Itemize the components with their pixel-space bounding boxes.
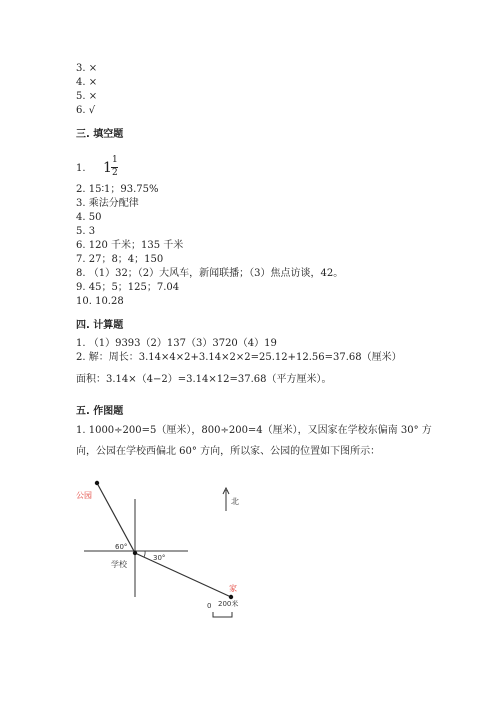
school-point	[133, 551, 137, 555]
scale-distance-label: 200米	[218, 600, 239, 608]
angle-60-label: 60°	[115, 543, 128, 551]
fill-answer-9: 9. 45；5；125；7.04	[76, 282, 180, 293]
angle-30-label: 30°	[153, 554, 166, 562]
drawing-answer-line-1: 1. 1000÷200=5（厘米），800÷200=4（厘米），又因家在学校东偏南 30° 方	[76, 425, 432, 436]
judgement-answer-6: 6. √	[76, 105, 96, 116]
judgement-answer-3: 3. ×	[76, 63, 98, 74]
park-point	[95, 481, 99, 485]
school-to-home-line	[135, 553, 231, 597]
scale-bar	[213, 612, 232, 617]
drawing-answer-line-2: 向，公园在学校西偏北 60° 方向，所以家、公园的位置如下图所示：	[76, 446, 381, 457]
fill-answer-10: 10. 10.28	[76, 296, 124, 307]
section-4-title: 四. 计算题	[76, 320, 124, 331]
judgement-answer-4: 4. ×	[76, 77, 98, 88]
fill-answer-7: 7. 27；8；4；150	[76, 254, 164, 265]
school-label: 学校	[111, 560, 127, 569]
fill-answer-3: 3. 乘法分配律	[76, 198, 139, 209]
angle-30-arc	[144, 551, 145, 557]
fill-answer-8: 8. （1）32；（2）大风车，新闻联播；（3）焦点访谈，42。	[76, 268, 344, 279]
fill-answer-2: 2. 15∶1；93.75%	[76, 184, 159, 195]
calc-answer-2-area: 面积：3.14×（4−2）=3.14×12=37.68（平方厘米）。	[76, 374, 332, 385]
north-label: 北	[231, 497, 239, 506]
home-point	[229, 595, 233, 599]
section-5-title: 五. 作图题	[76, 406, 124, 417]
fraction-numerator: 1	[112, 155, 118, 165]
fill-answer-5: 5. 3	[76, 226, 96, 237]
fraction-denominator: 2	[112, 168, 118, 178]
park-label: 公园	[76, 491, 92, 500]
home-label: 家	[229, 584, 237, 593]
fill-answer-4: 4. 50	[76, 212, 102, 223]
section-3-title: 三. 填空题	[76, 129, 124, 140]
calc-answer-1: 1. （1）9393（2）137（3）3720（4）19	[76, 338, 277, 349]
fraction-whole: 1	[103, 160, 112, 176]
calc-answer-2: 2. 解：周长：3.14×4×2+3.14×2×2=25.12+12.56=37.68（厘米）	[76, 352, 402, 363]
scale-zero-label: 0	[207, 602, 212, 610]
fill-answer-1-label: 1.	[76, 163, 86, 174]
judgement-answer-5: 5. ×	[76, 91, 98, 102]
fill-answer-6: 6. 120 千米；135 千米	[76, 240, 184, 251]
